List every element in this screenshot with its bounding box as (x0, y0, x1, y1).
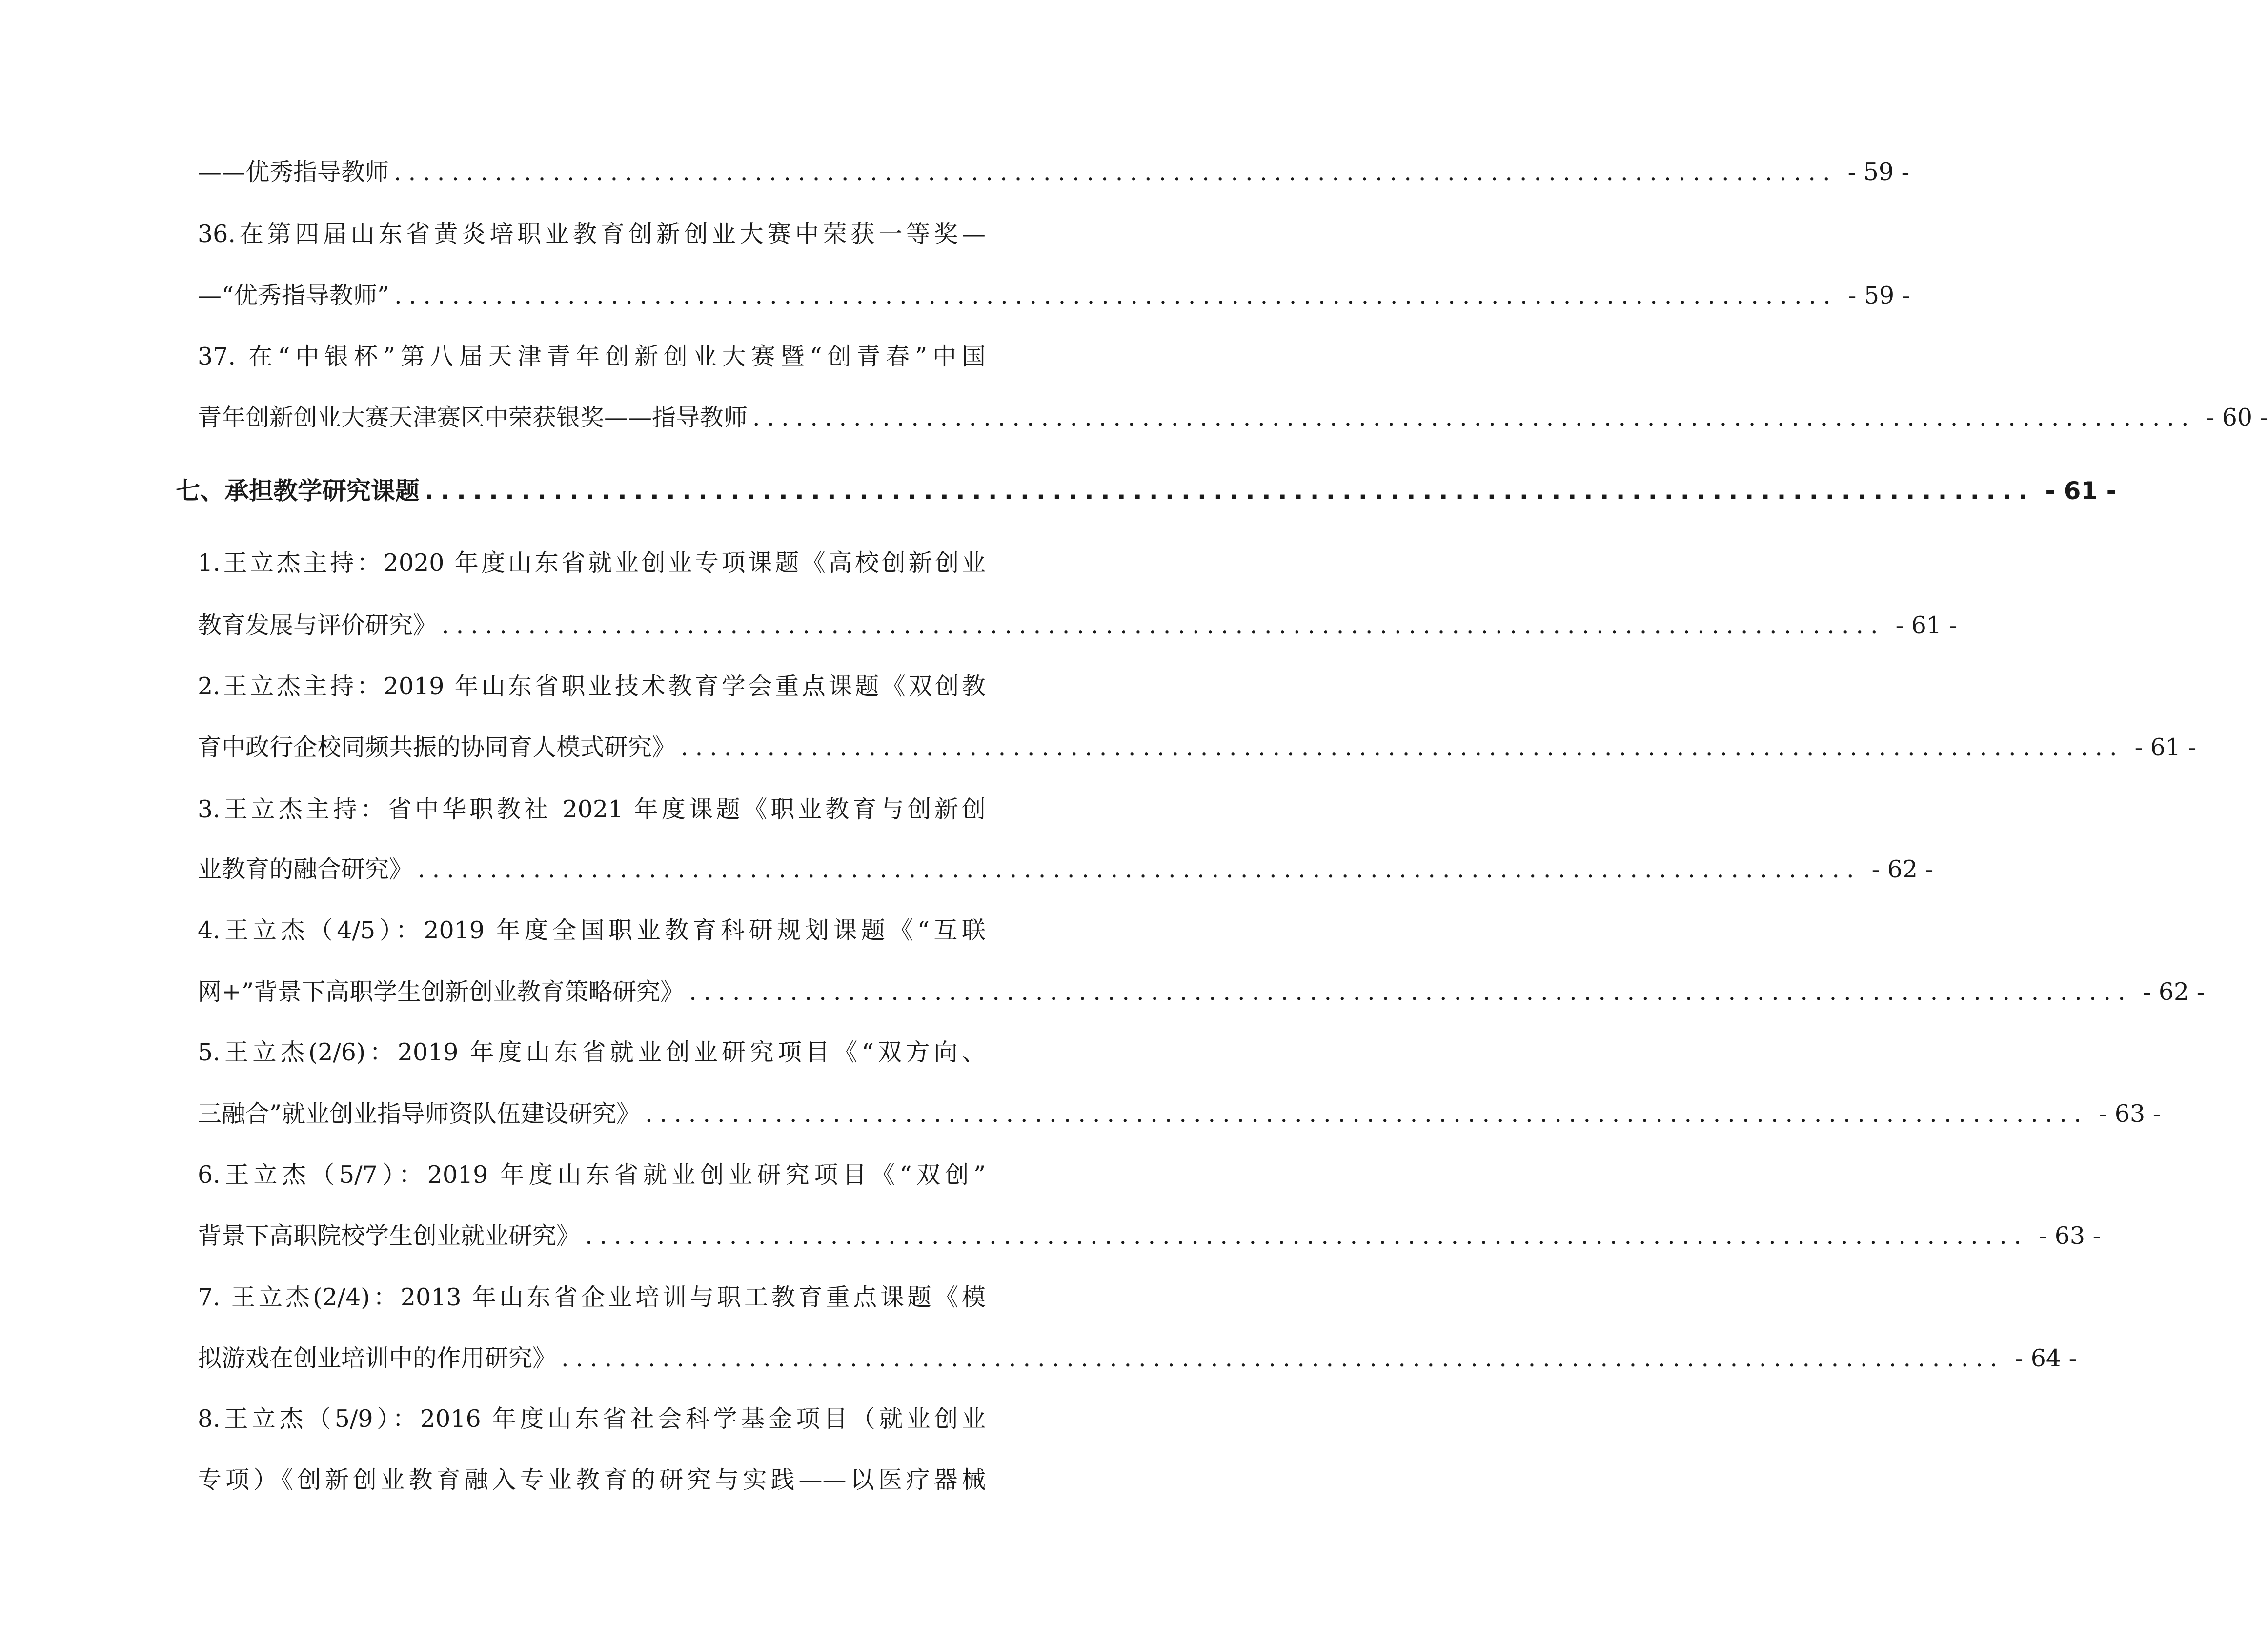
dot-leader: .................................................................................................... (418, 855, 1861, 883)
toc-entry-2[interactable]: 2.王立杰主持：2019 年山东省职业技术教育学会重点课题《双创教 (198, 672, 986, 700)
dot-leader: .................................................................................................... (442, 611, 1885, 639)
dot-leader: .................................................................................................... (394, 282, 1838, 309)
toc-entry-text: 背景下高职院校学生创业就业研究》 (198, 1222, 581, 1250)
toc-entry-1[interactable]: 1.王立杰主持：2020 年度山东省就业创业专项课题《高校创新创业 (198, 549, 986, 577)
toc-page-number: - 62 - (2143, 978, 2205, 1006)
toc-page-number: - 61 - (2134, 733, 2197, 761)
toc-page-number: - 59 - (1847, 158, 1910, 186)
toc-entry-text: 青年创新创业大赛天津赛区中荣获银奖——指导教师 (198, 404, 748, 431)
toc-entry-text: 业教育的融合研究》 (198, 855, 413, 883)
dot-leader: .................................................................................................... (689, 978, 2132, 1006)
toc-entry-text: 拟游戏在创业培训中的作用研究》 (198, 1344, 557, 1372)
section-heading-text: 七、承担教学研究课题 (176, 477, 420, 505)
dot-leader: .................................................................................................... (645, 1100, 2088, 1128)
toc-page-number: - 59 - (1848, 282, 1910, 309)
toc-entry-text: —“优秀指导教师” (198, 282, 390, 309)
toc-entry-5[interactable]: 5.王立杰(2/6)：2019 年度山东省就业创业研究项目《“双方向、 (198, 1038, 986, 1066)
dot-leader: .................................................................................................... (681, 733, 2124, 761)
toc-entry-text: 网+”背景下高职学生创新创业教育策略研究》 (198, 978, 685, 1006)
toc-entry-5-cont[interactable] (198, 1092, 2161, 1136)
toc-entry-4[interactable]: 4.王立杰（4/5）：2019 年度全国职业教育科研规划课题《“互联 (198, 916, 986, 944)
toc-page-number: - 62 - (1871, 855, 1934, 883)
toc-entry-7-cont[interactable] (198, 1337, 2077, 1380)
toc-section-heading-7[interactable] (176, 469, 2117, 513)
toc-entry-37-cont[interactable] (198, 396, 2268, 440)
toc-entry-37[interactable]: 37. 在“中银杯”第八届天津青年创新创业大赛暨“创青春”中国 (198, 343, 986, 370)
dot-leader: .................................................................................................... (394, 158, 1837, 186)
toc-page-number: - 60 - (2206, 404, 2268, 431)
toc-page-number: - 64 - (2015, 1344, 2077, 1372)
toc-page-number: - 63 - (2099, 1100, 2161, 1128)
toc-page-number: - 63 - (2039, 1222, 2101, 1250)
toc-entry-text: 三融合”就业创业指导师资队伍建设研究》 (198, 1100, 641, 1128)
toc-entry-35-cont[interactable] (198, 150, 1910, 194)
toc-entry-36[interactable]: 36.在第四届山东省黄炎培职业教育创新创业大赛中荣获一等奖— (198, 220, 986, 248)
toc-entry-7[interactable]: 7. 王立杰(2/4)：2013 年山东省企业培训与职工教育重点课题《模 (198, 1283, 986, 1311)
toc-entry-6[interactable]: 6.王立杰（5/7）：2019 年度山东省就业创业研究项目《“双创” (198, 1161, 986, 1189)
toc-page-number: - 61 - (1895, 611, 1958, 639)
toc-entry-36-cont[interactable] (198, 274, 1910, 318)
toc-entry-3[interactable]: 3.王立杰主持：省中华职教社 2021 年度课题《职业教育与创新创 (198, 795, 986, 823)
toc-page-number: - 61 - (2045, 477, 2117, 505)
dot-leader: .................................................................................................... (585, 1222, 2028, 1250)
toc-entry-6-cont[interactable] (198, 1214, 2101, 1258)
toc-entry-8-cont[interactable]: 专项）《创新创业教育融入专业教育的研究与实践——以医疗器械 (198, 1466, 986, 1494)
toc-entry-1-cont[interactable] (198, 604, 1958, 648)
toc-entry-text: 教育发展与评价研究》 (198, 611, 437, 639)
toc-entry-2-cont[interactable] (198, 726, 2197, 770)
toc-entry-3-cont[interactable] (198, 848, 1934, 892)
dot-leader: .................................................................................................... (561, 1344, 2005, 1372)
toc-entry-8[interactable]: 8.王立杰（5/9）：2016 年度山东省社会科学基金项目（就业创业 (198, 1405, 986, 1433)
toc-entry-text: 育中政行企校同频共振的协同育人模式研究》 (198, 733, 676, 761)
dot-leader: .................................................................................................... (752, 404, 2196, 431)
dot-leader: .................................................................................................... (425, 477, 2035, 505)
toc-entry-text: ——优秀指导教师 (198, 158, 389, 186)
toc-entry-4-cont[interactable] (198, 970, 2205, 1014)
